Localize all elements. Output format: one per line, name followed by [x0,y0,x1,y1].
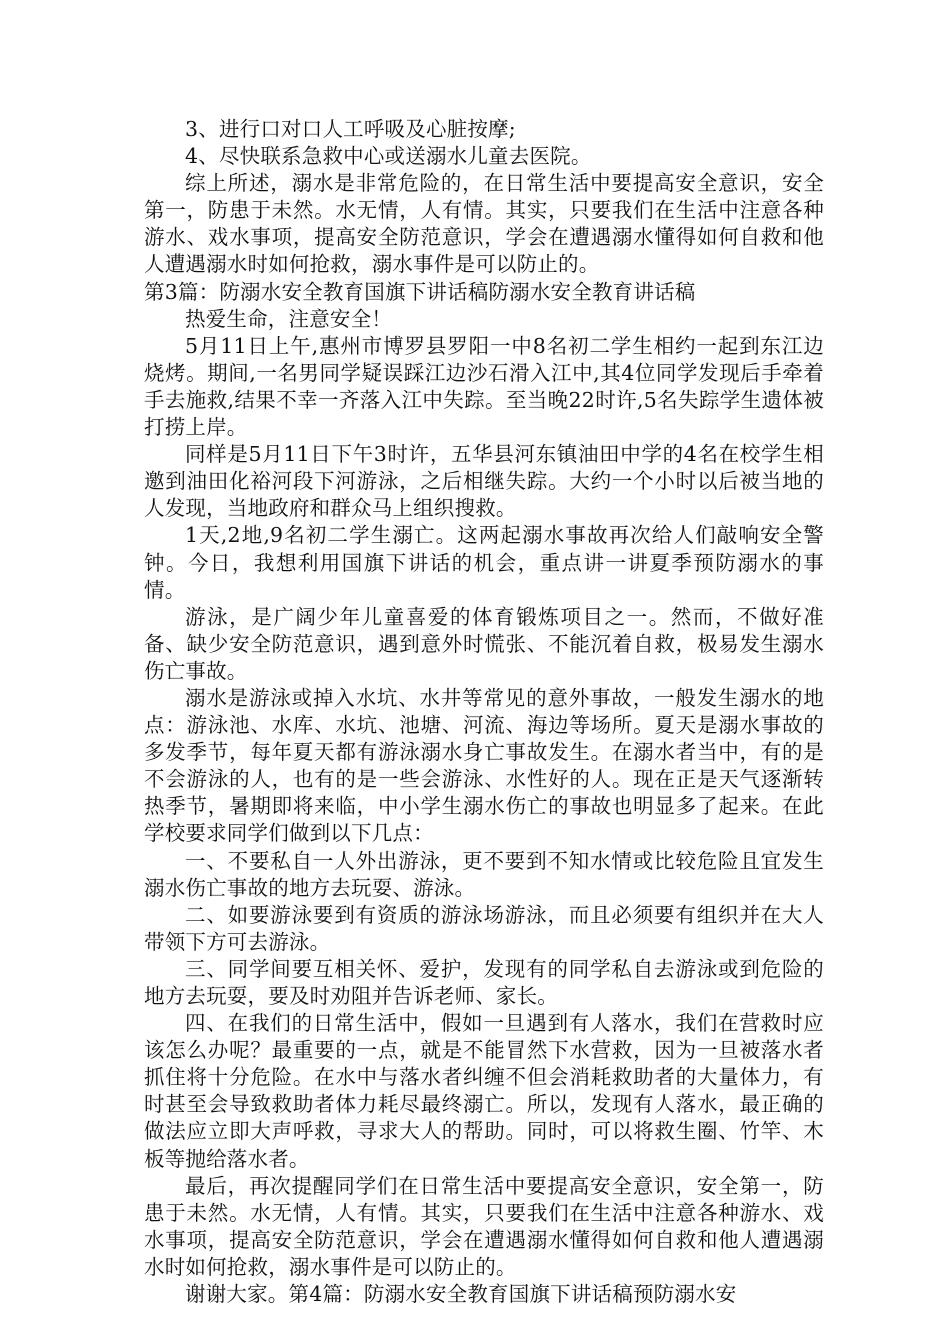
paragraph-slogan: 热爱生命，注意安全！ [185,306,392,331]
paragraph-incident-1: 5月11日上午,惠州市博罗县罗阳一中8名初二学生相约一起到东江边烧烤。期间,一名男同学疑误踩江边沙石滑入江中,其4位同学发现后手牵着手去施救,结果不幸一齐落入江中失踪。至当晚22时许,5名失踪学生遗体被打捞上岸。 [144,333,824,440]
paragraph-rule-3: 三、同学间要互相关怀、爱护，发现有的同学私自去游泳或到危险的地方去玩耍，要及时劝阻并告诉老师、家长。 [144,956,824,1008]
paragraph-step-4: 4、尽快联系急救中心或送溺水儿童去医院。 [185,144,592,169]
paragraph-summary: 综上所述，溺水是非常危险的，在日常生活中要提高安全意识，安全第一，防患于未然。水无情，人有情。其实，只要我们在生活中注意各种游水、戏水事项，提高安全防范意识，学会在遭遇溺水懂得如何自救和他人遭遇溺水时如何抢救，溺水事件是可以防止的。 [144,171,824,277]
paragraph-step-3: 3、进行口对口人工呼吸及心脏按摩; [185,117,516,141]
paragraph-drowning-facts: 溺水是游泳或掉入水坑、水井等常见的意外事故，一般发生溺水的地点：游泳池、水库、水坑、池塘、河流、海边等场所。夏天是溺水事故的多发季节，每年夏天都有游泳溺水身亡事故发生。在溺水者当中，有的是不会游泳的人，也有的是一些会游泳、水性好的人。现在正是天气逐渐转热季节，暑期即将来临，中小学生溺水伤亡的事故也明显多了起来。在此学校要求同学们做到以下几点： [144,685,824,846]
paragraph-rule-1: 一、不要私自一人外出游泳，更不要到不知水情或比较危险且宜发生溺水伤亡事故的地方去玩耍、游泳。 [144,848,824,900]
paragraph-rule-4: 四、在我们的日常生活中，假如一旦遇到有人落水，我们在营救时应该怎么办呢？最重要的一点，就是不能冒然下水营救，因为一旦被落水者抓住将十分危险。在水中与落水者纠缠不但会消耗救助者的大量体力，有时甚至会导致救助者体力耗尽最终溺亡。所以，发现有人落水，最正确的做法应立即大声呼救，寻求大人的帮助。同时，可以将救生圈、竹竿、木板等抛给落水者。 [144,1011,824,1171]
section-heading-3: 第3篇：防溺水安全教育国旗下讲话稿防溺水安全教育讲话稿 [144,279,696,304]
paragraph-closing: 最后，再次提醒同学们在日常生活中要提高安全意识，安全第一，防患于未然。水无情，人有情。其实，只要我们在生活中注意各种游水、戏水事项，提高安全防范意识，学会在遭遇溺水懂得如何自救和他人遭遇溺水时如何抢救，溺水事件是可以防止的。 [144,1173,824,1279]
paragraph-thanks: 谢谢大家。第4篇：防溺水安全教育国旗下讲话稿预防溺水安 [185,1282,737,1307]
paragraph-warning: 1天,2地,9名初二学生溺亡。这两起溺水事故再次给人们敲响安全警钟。今日，我想利用国旗下讲话的机会，重点讲一讲夏季预防溺水的事情。 [144,523,824,602]
document-page [144,116,824,1308]
paragraph-swimming: 游泳，是广阔少年儿童喜爱的体育锻炼项目之一。然而，不做好准备、缺少安全防范意识，遇到意外时慌张、不能沉着自救，极易发生溺水伤亡事故。 [144,604,824,683]
paragraph-rule-2: 二、如要游泳要到有资质的游泳场游泳，而且必须要有组织并在大人带领下方可去游泳。 [144,902,824,954]
paragraph-incident-2: 同样是5月11日下午3时许，五华县河东镇油田中学的4名在校学生相邀到油田化裕河段下河游泳，之后相继失踪。大约一个小时以后被当地的人发现，当地政府和群众马上组织搜救。 [144,442,824,521]
